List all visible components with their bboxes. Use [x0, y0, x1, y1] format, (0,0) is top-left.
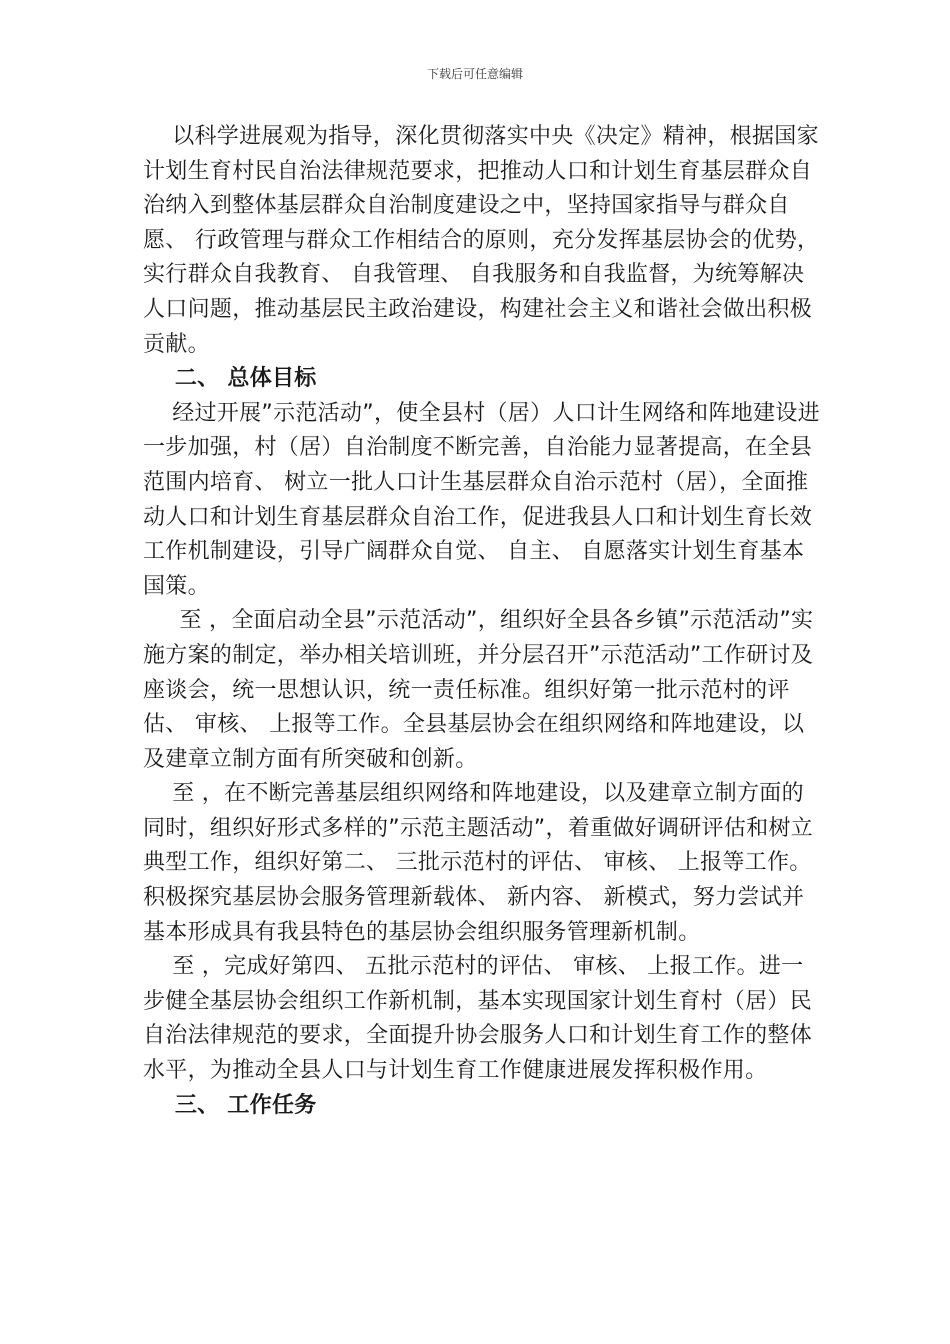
document-body — [143, 120, 823, 1123]
paragraph-guiding-ideology: 以科学进展观为指导，深化贯彻落实中央《决定》精神，根据国家计划生育村民自治法律规范要求，把推动人口和计划生育基层群众自治纳入到整体基层群众自治制度建设之中，坚持国家指导与群众自愿、 行政管理与群众工作相结合的原则，充分发挥基层协会的优势，实行群众自我教育、 自我管理、 自我服务和自我监督，为统筹解决人口问题，推动基层民主政治建设，构建社会主义和谐社会做出积极贡献。 — [143, 124, 820, 357]
section-heading-work-tasks: 三、 工作任务 — [143, 1092, 317, 1118]
paragraph-phase-two: 至 ，在不断完善基层组织网络和阵地建设，以及建章立制方面的同时，组织好形式多样的”示范主题活动”，着重做好调研评估和树立典型工作，组织好第二、 三批示范村的评估、 审核、 上报等工作。积极探究基层协会服务管理新载体、 新内容、 新模式，努力尝试并基本形成具有我县特色的基层协会组织服务管理新机制。 — [143, 781, 814, 945]
page-header: 下载后可任意编辑 — [426, 67, 523, 81]
paragraph-phase-three: 至 ，完成好第四、 五批示范村的评估、 审核、 上报工作。进一步健全基层协会组织工作新机制，基本实现国家计划生育村（居）民自治法律规范的要求，全面提升协会服务人口和计划生育工作的整体水平，为推动全县人口与计划生育工作健康进展发挥积极作用。 — [143, 954, 813, 1084]
paragraph-phase-one: 至 ，全面启动全县”示范活动”，组织好全县各乡镇”示范活动”实施方案的制定，举办相关培训班，并分层召开”示范活动”工作研讨及座谈会，统一思想认识，统一责任标准。组织好第一批示范村的评估、 审核、 上报等工作。全县基层协会在组织网络和阵地建设，以及建章立制方面有所突破和创新。 — [143, 608, 814, 772]
paragraph-overall-goals: 经过开展”示范活动”，使全县村（居）人口计生网络和阵地建设进一步加强，村（居）自治制度不断完善，自治能力显著提高，在全县范围内培育、 树立一批人口计生基层群众自治示范村（居），全面推动人口和计划生育基层群众自治工作，促进我县人口和计划生育长效工作机制建设，引导广阔群众自觉、 自主、 自愿落实计划生育基本国策。 — [143, 400, 820, 599]
section-heading-overall-goals: 二、 总体目标 — [143, 366, 317, 392]
